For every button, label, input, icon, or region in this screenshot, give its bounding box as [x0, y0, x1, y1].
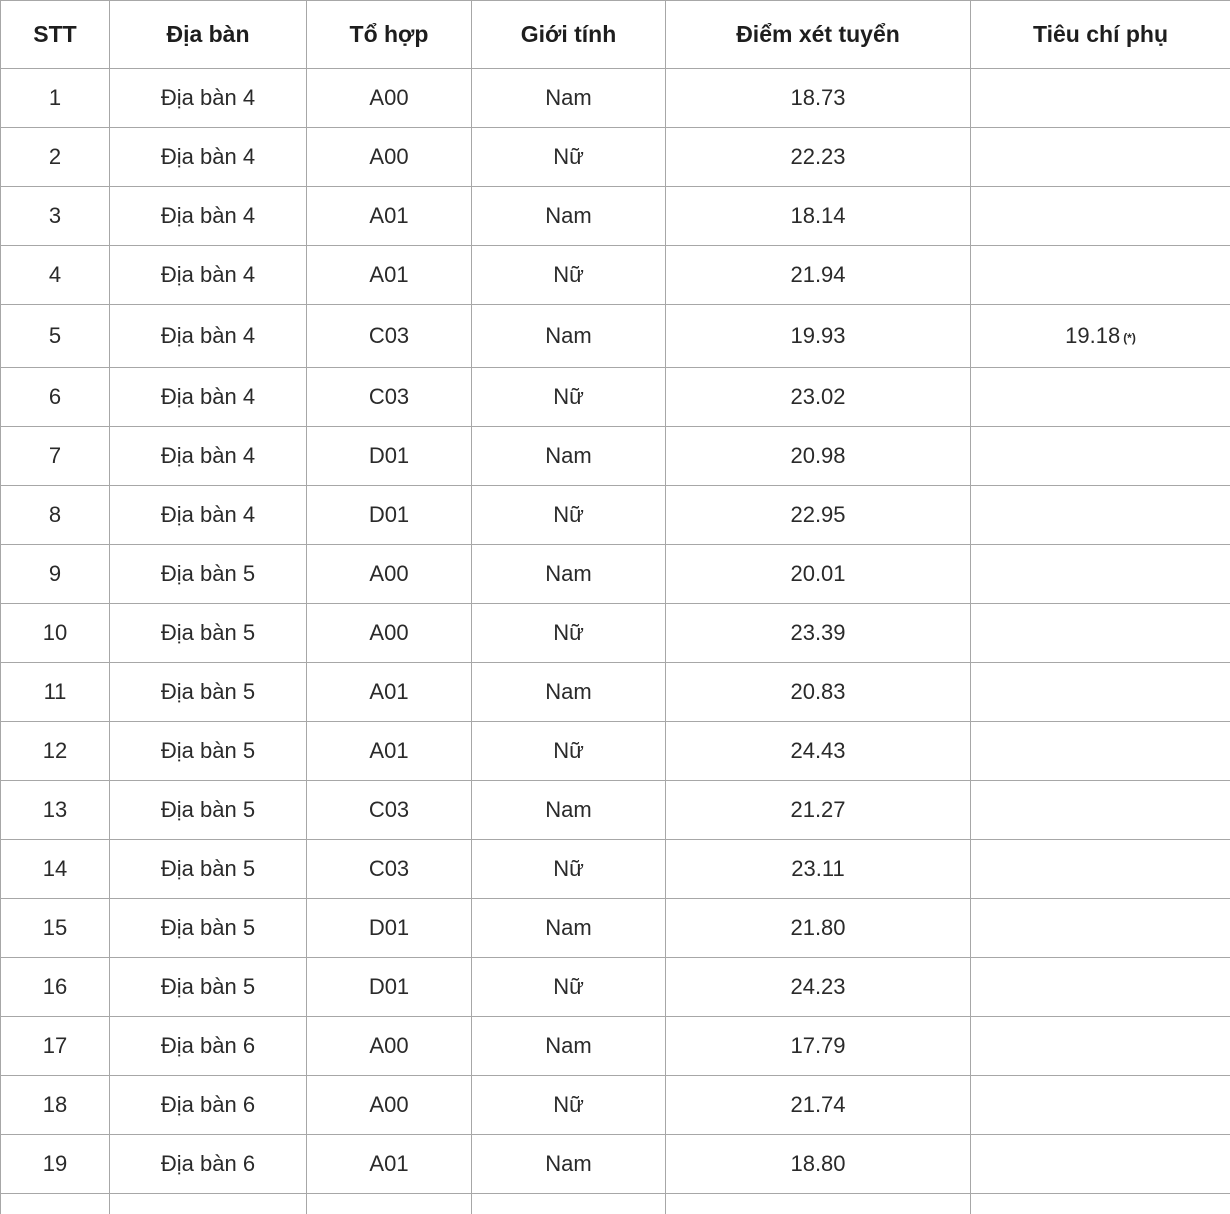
table-row — [1, 305, 1230, 368]
cell-empty — [110, 1194, 307, 1214]
table-row — [1, 368, 1230, 427]
cell-dia-ban: Địa bàn 5 — [110, 840, 307, 899]
cell-diem-xet-tuyen: 21.80 — [666, 899, 971, 958]
table-row — [1, 958, 1230, 1017]
cell-stt: 8 — [1, 486, 110, 545]
cell-tieu-chi-phu — [971, 128, 1230, 187]
cell-gioi-tinh: Nữ — [472, 722, 666, 781]
cell-dia-ban: Địa bàn 5 — [110, 958, 307, 1017]
table-row — [1, 486, 1230, 545]
table-row — [1, 128, 1230, 187]
cell-tieu-chi-phu — [971, 305, 1230, 368]
cell-diem-xet-tuyen: 21.74 — [666, 1076, 971, 1135]
cell-dia-ban: Địa bàn 4 — [110, 368, 307, 427]
cell-tieu-chi-phu — [971, 840, 1230, 899]
cell-diem-xet-tuyen: 22.23 — [666, 128, 971, 187]
footnote-marker: (*) — [1123, 331, 1136, 345]
cell-diem-xet-tuyen: 19.93 — [666, 305, 971, 368]
cell-diem-xet-tuyen: 20.01 — [666, 545, 971, 604]
cell-to-hop: A00 — [307, 1017, 472, 1076]
cell-dia-ban: Địa bàn 4 — [110, 246, 307, 305]
cell-dia-ban: Địa bàn 5 — [110, 781, 307, 840]
cell-stt: 5 — [1, 305, 110, 368]
cell-dia-ban: Địa bàn 5 — [110, 899, 307, 958]
table-row-partial — [1, 1194, 1230, 1214]
table-row — [1, 427, 1230, 486]
cell-diem-xet-tuyen: 18.73 — [666, 69, 971, 128]
cell-gioi-tinh: Nữ — [472, 486, 666, 545]
cell-stt: 1 — [1, 69, 110, 128]
cell-tieu-chi-phu — [971, 1017, 1230, 1076]
cell-dia-ban: Địa bàn 4 — [110, 427, 307, 486]
cell-diem-xet-tuyen: 20.98 — [666, 427, 971, 486]
cell-to-hop: C03 — [307, 305, 472, 368]
cell-tieu-chi-phu — [971, 722, 1230, 781]
cell-diem-xet-tuyen: 18.14 — [666, 187, 971, 246]
cell-gioi-tinh: Nam — [472, 1135, 666, 1194]
table-row — [1, 781, 1230, 840]
cell-gioi-tinh: Nam — [472, 899, 666, 958]
cell-empty — [472, 1194, 666, 1214]
cell-tieu-chi-phu — [971, 604, 1230, 663]
header-row — [1, 1, 1230, 69]
cell-empty — [307, 1194, 472, 1214]
cell-diem-xet-tuyen: 23.02 — [666, 368, 971, 427]
table-row — [1, 1076, 1230, 1135]
cell-gioi-tinh: Nữ — [472, 246, 666, 305]
cell-empty — [971, 1194, 1230, 1214]
cell-diem-xet-tuyen: 23.39 — [666, 604, 971, 663]
header-gioi-tinh: Giới tính — [472, 1, 666, 69]
table-row — [1, 1017, 1230, 1076]
cell-gioi-tinh: Nữ — [472, 368, 666, 427]
header-dia-ban: Địa bàn — [110, 1, 307, 69]
cell-empty — [666, 1194, 971, 1214]
cell-to-hop: C03 — [307, 368, 472, 427]
cell-to-hop: C03 — [307, 840, 472, 899]
table-row — [1, 722, 1230, 781]
tieu-chi-value: 19.18 — [1065, 323, 1120, 348]
cell-stt: 15 — [1, 899, 110, 958]
cell-dia-ban: Địa bàn 4 — [110, 69, 307, 128]
cell-to-hop: D01 — [307, 427, 472, 486]
cell-tieu-chi-phu — [971, 1076, 1230, 1135]
cell-diem-xet-tuyen: 21.27 — [666, 781, 971, 840]
cell-diem-xet-tuyen: 24.43 — [666, 722, 971, 781]
cell-gioi-tinh: Nữ — [472, 840, 666, 899]
cell-to-hop: A00 — [307, 604, 472, 663]
cell-gioi-tinh: Nam — [472, 781, 666, 840]
table-row — [1, 604, 1230, 663]
cell-to-hop: A00 — [307, 1076, 472, 1135]
table-row — [1, 1135, 1230, 1194]
header-diem-xet-tuyen: Điểm xét tuyển — [666, 1, 971, 69]
cell-tieu-chi-phu — [971, 781, 1230, 840]
cell-gioi-tinh: Nam — [472, 305, 666, 368]
cell-tieu-chi-phu — [971, 663, 1230, 722]
cell-stt: 17 — [1, 1017, 110, 1076]
cell-dia-ban: Địa bàn 4 — [110, 128, 307, 187]
table-row — [1, 663, 1230, 722]
cell-to-hop: C03 — [307, 781, 472, 840]
cell-to-hop: D01 — [307, 958, 472, 1017]
cell-stt: 19 — [1, 1135, 110, 1194]
table-row — [1, 899, 1230, 958]
cell-gioi-tinh: Nữ — [472, 128, 666, 187]
cell-dia-ban: Địa bàn 6 — [110, 1076, 307, 1135]
cell-diem-xet-tuyen: 20.83 — [666, 663, 971, 722]
table-row — [1, 246, 1230, 305]
cell-stt: 14 — [1, 840, 110, 899]
cell-tieu-chi-phu — [971, 246, 1230, 305]
cell-to-hop: A00 — [307, 69, 472, 128]
cell-to-hop: A01 — [307, 722, 472, 781]
cell-stt: 3 — [1, 187, 110, 246]
cell-stt: 4 — [1, 246, 110, 305]
cell-stt: 9 — [1, 545, 110, 604]
cell-dia-ban: Địa bàn 4 — [110, 305, 307, 368]
cell-stt: 6 — [1, 368, 110, 427]
cell-to-hop: A01 — [307, 246, 472, 305]
cell-stt: 2 — [1, 128, 110, 187]
cell-tieu-chi-phu — [971, 1135, 1230, 1194]
cell-diem-xet-tuyen: 23.11 — [666, 840, 971, 899]
table-row — [1, 840, 1230, 899]
cell-tieu-chi-phu — [971, 69, 1230, 128]
cell-to-hop: D01 — [307, 899, 472, 958]
cell-stt: 13 — [1, 781, 110, 840]
header-stt: STT — [1, 1, 110, 69]
cell-tieu-chi-phu — [971, 368, 1230, 427]
cell-dia-ban: Địa bàn 5 — [110, 663, 307, 722]
cell-gioi-tinh: Nam — [472, 187, 666, 246]
cell-diem-xet-tuyen: 21.94 — [666, 246, 971, 305]
table-row — [1, 545, 1230, 604]
cell-dia-ban: Địa bàn 6 — [110, 1135, 307, 1194]
cell-gioi-tinh: Nam — [472, 663, 666, 722]
cell-gioi-tinh: Nam — [472, 427, 666, 486]
cell-dia-ban: Địa bàn 4 — [110, 486, 307, 545]
cell-dia-ban: Địa bàn 4 — [110, 187, 307, 246]
cell-to-hop: A00 — [307, 128, 472, 187]
cell-tieu-chi-phu — [971, 545, 1230, 604]
cell-diem-xet-tuyen: 18.80 — [666, 1135, 971, 1194]
cell-gioi-tinh: Nữ — [472, 604, 666, 663]
cell-stt: 12 — [1, 722, 110, 781]
cell-dia-ban: Địa bàn 6 — [110, 1017, 307, 1076]
header-tieu-chi-phu: Tiêu chí phụ — [971, 1, 1230, 69]
cell-stt: 11 — [1, 663, 110, 722]
table-row — [1, 69, 1230, 128]
cell-to-hop: A01 — [307, 1135, 472, 1194]
cell-to-hop: D01 — [307, 486, 472, 545]
cell-tieu-chi-phu — [971, 187, 1230, 246]
cell-diem-xet-tuyen: 24.23 — [666, 958, 971, 1017]
cell-stt: 16 — [1, 958, 110, 1017]
cell-gioi-tinh: Nam — [472, 545, 666, 604]
cell-tieu-chi-phu — [971, 899, 1230, 958]
cell-stt: 10 — [1, 604, 110, 663]
header-to-hop: Tổ hợp — [307, 1, 472, 69]
cell-tieu-chi-phu — [971, 958, 1230, 1017]
cell-dia-ban: Địa bàn 5 — [110, 722, 307, 781]
cell-to-hop: A01 — [307, 663, 472, 722]
cell-stt: 7 — [1, 427, 110, 486]
cell-empty — [1, 1194, 110, 1214]
cell-to-hop: A00 — [307, 545, 472, 604]
cell-gioi-tinh: Nam — [472, 1017, 666, 1076]
cell-gioi-tinh: Nữ — [472, 1076, 666, 1135]
cell-stt: 18 — [1, 1076, 110, 1135]
cell-gioi-tinh: Nữ — [472, 958, 666, 1017]
cell-tieu-chi-phu — [971, 486, 1230, 545]
table-row — [1, 187, 1230, 246]
cell-to-hop: A01 — [307, 187, 472, 246]
cell-dia-ban: Địa bàn 5 — [110, 604, 307, 663]
cell-diem-xet-tuyen: 22.95 — [666, 486, 971, 545]
cell-dia-ban: Địa bàn 5 — [110, 545, 307, 604]
cell-diem-xet-tuyen: 17.79 — [666, 1017, 971, 1076]
cell-tieu-chi-phu — [971, 427, 1230, 486]
cell-gioi-tinh: Nam — [472, 69, 666, 128]
